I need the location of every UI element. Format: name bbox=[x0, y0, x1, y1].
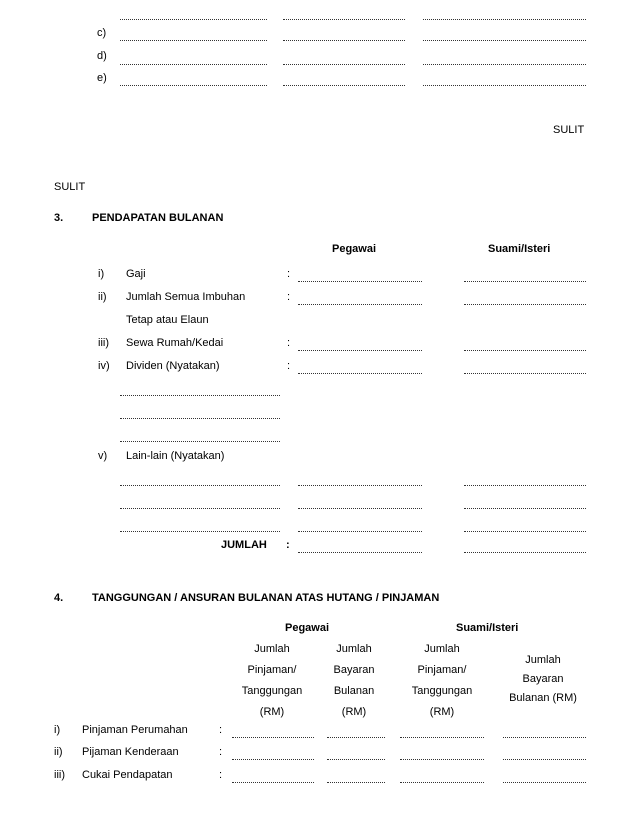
fill-line[interactable] bbox=[464, 531, 586, 532]
loan-row-label: Cukai Pendapatan bbox=[82, 769, 173, 781]
fill-line[interactable] bbox=[464, 373, 586, 374]
specify-line[interactable] bbox=[120, 485, 280, 486]
specify-line[interactable] bbox=[120, 418, 280, 419]
section3-title: PENDAPATAN BULANAN bbox=[92, 212, 224, 224]
loan-row-number: i) bbox=[54, 724, 61, 736]
row-label-c: c) bbox=[97, 27, 107, 39]
fill-line[interactable] bbox=[120, 40, 267, 41]
item-label-dividen: Dividen (Nyatakan) bbox=[126, 360, 220, 372]
item-label-gaji: Gaji bbox=[126, 268, 146, 280]
specify-line[interactable] bbox=[120, 508, 280, 509]
fill-line[interactable] bbox=[283, 40, 405, 41]
fill-line[interactable] bbox=[464, 552, 586, 553]
item-colon: : bbox=[287, 337, 291, 349]
fill-line[interactable] bbox=[464, 485, 586, 486]
page-footer-sulit: SULIT bbox=[553, 124, 585, 136]
subcol-header-line: Tanggungan bbox=[241, 685, 303, 697]
fill-line[interactable] bbox=[423, 64, 586, 65]
item-colon: : bbox=[287, 360, 291, 372]
fill-line[interactable] bbox=[232, 782, 314, 783]
fill-line[interactable] bbox=[464, 350, 586, 351]
subcol-header-line: Tanggungan bbox=[411, 685, 473, 697]
fill-line[interactable] bbox=[283, 85, 405, 86]
fill-line[interactable] bbox=[400, 759, 484, 760]
fill-line[interactable] bbox=[298, 281, 422, 282]
jumlah-label: JUMLAH bbox=[221, 539, 267, 551]
subcol-header-line: Bulanan (RM) bbox=[509, 692, 577, 704]
item-number: iv) bbox=[98, 360, 110, 372]
loan-row-number: ii) bbox=[54, 746, 63, 758]
col-header-pegawai: Pegawai bbox=[332, 243, 377, 255]
subcol-header-line: (RM) bbox=[429, 706, 455, 718]
item-number: i) bbox=[98, 268, 105, 280]
item-number: ii) bbox=[98, 291, 107, 303]
col-header-suami-isteri: Suami/Isteri bbox=[488, 243, 551, 255]
jumlah-colon: : bbox=[286, 539, 290, 551]
loan-row-colon: : bbox=[219, 724, 223, 736]
loan-row-colon: : bbox=[219, 746, 223, 758]
fill-line[interactable] bbox=[464, 281, 586, 282]
fill-line[interactable] bbox=[298, 508, 422, 509]
section3-number: 3. bbox=[54, 212, 64, 224]
fill-line[interactable] bbox=[423, 85, 586, 86]
col-header-suami-isteri: Suami/Isteri bbox=[456, 622, 519, 634]
fill-line[interactable] bbox=[464, 304, 586, 305]
item-label-imbuhan: Jumlah Semua Imbuhan bbox=[126, 291, 246, 303]
fill-line[interactable] bbox=[327, 759, 385, 760]
subcol-header-line: Bulanan bbox=[333, 685, 375, 697]
subcol-header-line: Jumlah bbox=[525, 654, 561, 666]
loan-row-colon: : bbox=[219, 769, 223, 781]
subcol-header-line: Jumlah bbox=[424, 643, 460, 655]
subcol-header-line: (RM) bbox=[259, 706, 285, 718]
subcol-header-line: (RM) bbox=[341, 706, 367, 718]
item-colon: : bbox=[287, 291, 291, 303]
subcol-header-line: Jumlah bbox=[254, 643, 290, 655]
page-header-sulit: SULIT bbox=[54, 181, 86, 193]
section4-number: 4. bbox=[54, 592, 64, 604]
fill-line[interactable] bbox=[298, 304, 422, 305]
col-header-pegawai: Pegawai bbox=[285, 622, 330, 634]
fill-line[interactable] bbox=[232, 737, 314, 738]
fill-line[interactable] bbox=[503, 782, 586, 783]
item-colon: : bbox=[287, 268, 291, 280]
row-label-e: e) bbox=[97, 72, 107, 84]
fill-line[interactable] bbox=[503, 737, 586, 738]
fill-line[interactable] bbox=[283, 64, 405, 65]
subcol-header-line: Pinjaman/ bbox=[417, 664, 467, 676]
item-number: iii) bbox=[98, 337, 109, 349]
item-number: v) bbox=[98, 450, 108, 462]
fill-line[interactable] bbox=[283, 19, 405, 20]
loan-row-label: Pinjaman Perumahan bbox=[82, 724, 188, 736]
fill-line[interactable] bbox=[400, 782, 484, 783]
fill-line[interactable] bbox=[120, 64, 267, 65]
fill-line[interactable] bbox=[327, 737, 385, 738]
loan-row-label: Pijaman Kenderaan bbox=[82, 746, 179, 758]
fill-line[interactable] bbox=[298, 373, 422, 374]
fill-line[interactable] bbox=[503, 759, 586, 760]
specify-line[interactable] bbox=[120, 441, 280, 442]
item-label-sewa: Sewa Rumah/Kedai bbox=[126, 337, 224, 349]
subcol-header-line: Jumlah bbox=[336, 643, 372, 655]
fill-line[interactable] bbox=[232, 759, 314, 760]
item-label-lain-lain: Lain-lain (Nyatakan) bbox=[126, 450, 225, 462]
section4-title: TANGGUNGAN / ANSURAN BULANAN ATAS HUTANG / PINJAMAN bbox=[92, 592, 440, 604]
fill-line[interactable] bbox=[298, 531, 422, 532]
fill-line[interactable] bbox=[120, 85, 267, 86]
row-label-d: d) bbox=[97, 50, 107, 62]
fill-line[interactable] bbox=[298, 350, 422, 351]
subcol-header-line: Bayaran bbox=[333, 664, 375, 676]
fill-line[interactable] bbox=[120, 19, 267, 20]
fill-line[interactable] bbox=[298, 485, 422, 486]
fill-line[interactable] bbox=[464, 508, 586, 509]
subcol-header-line: Pinjaman/ bbox=[247, 664, 297, 676]
fill-line[interactable] bbox=[423, 40, 586, 41]
specify-line[interactable] bbox=[120, 395, 280, 396]
fill-line[interactable] bbox=[327, 782, 385, 783]
fill-line[interactable] bbox=[400, 737, 484, 738]
specify-line[interactable] bbox=[120, 531, 280, 532]
fill-line[interactable] bbox=[423, 19, 586, 20]
fill-line[interactable] bbox=[298, 552, 422, 553]
loan-row-number: iii) bbox=[54, 769, 65, 781]
subcol-header-line: Bayaran bbox=[522, 673, 564, 685]
item-label-imbuhan-cont: Tetap atau Elaun bbox=[126, 314, 209, 326]
